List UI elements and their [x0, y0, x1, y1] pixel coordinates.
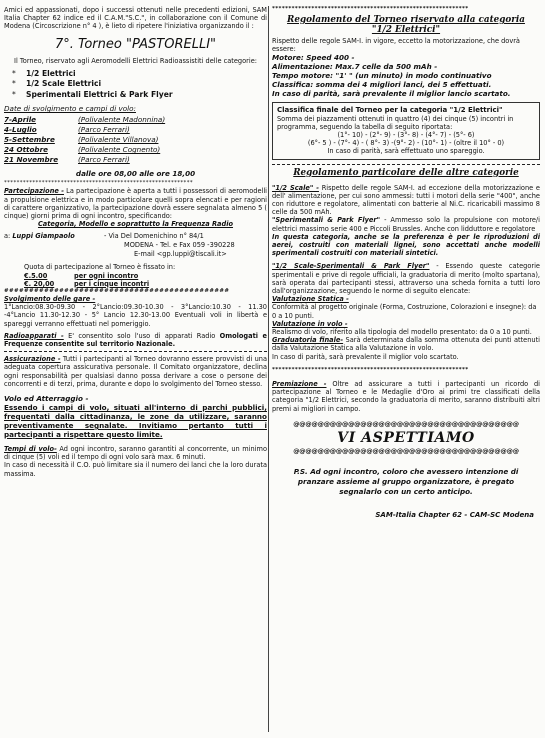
contact-name: Luppi Giampaolo	[12, 232, 75, 241]
table-row: 5-Settembre (Polivalente Villanova)	[4, 135, 159, 145]
column-divider	[268, 6, 269, 732]
table-row: 7-Aprile (Polivalente Madonnina)	[4, 115, 166, 125]
reg-heading: Regolamento del Torneo riservato alla categoria	[287, 15, 525, 25]
quota-item: €.5.00 per ogni incontro	[24, 271, 139, 280]
star-separator: ************************************************************	[272, 6, 469, 12]
quota-item: €. 20,00 per i cinque incontri	[24, 279, 150, 288]
partecipazione-requirements: Categoria, Modello e soprattutto la Frequenza Radio	[37, 220, 234, 229]
at-separator: @@@@@@@@@@@@@@@@@@@@@@@@@@@@@@@@@@@@@	[293, 447, 519, 455]
tempi-paragraph: Tempi di volo- Ad ogni incontro, saranno garantiti al concorrente, un minimo di cinque (5) voli ed il tempo di ogni volo sarà max. 6 minuti.	[4, 444, 267, 462]
valvolo-text: Realismo di volo, riferito alla tipologia del modello presentato: da 0 a 10 punti.	[272, 328, 532, 337]
vi-aspettiamo: VI ASPETTIAMO	[337, 429, 475, 446]
table-row: 4-Luglio (Parco Ferrari)	[4, 125, 130, 135]
scalesp-paragraph: "1/2 Scale-Sperimentali & Park Flyer" - Essendo queste categorie sperimentali e prive di regole ufficiali, la graduatoria di merito (molto spartana), sarà operata dai partecipanti stessi, attraverso una scheda fornita a tutti loro dall'organizzazione, seguendo le norme di seguito elencate:	[272, 262, 540, 296]
park-italic: In questa categoria, anche se la preferenza è per le riproduzioni di aerei, costruiti con materiali lignei, sono accettati anche modelli sperimentali costruiti con materiali sintetici.	[272, 232, 540, 258]
contact-phone: MODENA - Tel. e Fax 059 -390228	[124, 241, 235, 250]
svolgimento-text: 1°Lancio:08.30-09.30 - 2°Lancio:09.30-10.30 - 3°Lancio:10.30 - 11.30 -4°Lancio 11.30-12.30 - 5° Lancio 12.30-13.00 Eventuali voli in libertà e spareggi verranno effettuati nel pomeriggio.	[4, 303, 267, 328]
reg-line: Classifica: somma dei 4 migliori lanci, dei 5 effettuati.	[272, 80, 492, 90]
scale-paragraph: "1/2 Scale" - Rispetto delle regole SAM-I. ad eccezione della motorizzazione e dell' alimentazione, per cui sono ammessi: tutti i motori della serie "400", anche con riduttore e regolatore, alimentati con batterie al Ni.C. ricaricabili massimo 8 celle da 500 mAh.	[272, 183, 540, 217]
radio-paragraph: Radioapparati - E' consentito solo l'uso di apparati Radio Omologati e Frequenze consentite sul territorio Nazionale.	[4, 331, 267, 348]
reg-line: In caso di parità, sarà prevalente il miglior lancio scartato.	[272, 89, 511, 99]
box-row: (6°- 5 ) - (7°- 4) - ( 8°- 3) -(9°- 2) - (10°- 1) - (oltre il 10° - 0)	[307, 139, 505, 148]
box-text: Somma dei piazzamenti ottenuti in quattro (4) dei cinque (5) incontri in programma, seguendo la tabella di seguito riportata:	[277, 114, 514, 131]
signature: SAM-Italia Chapter 62 - CAM-SC Modena	[375, 510, 534, 519]
svolgimento-heading: Svolgimento delle gare -	[4, 294, 96, 303]
category-item: * 1/2 Scale Elettrici	[12, 79, 102, 89]
dashed-separator	[4, 351, 267, 352]
valvolo-heading: Valutazione in volo -	[272, 319, 348, 328]
box-tie: In caso di parità, sarà effettuato uno spareggio.	[327, 147, 485, 156]
category-item: * Sperimentali Elettrici & Park Flyer	[12, 89, 173, 99]
tournament-title: 7°. Torneo "PASTORELLI"	[54, 36, 217, 52]
dates-table	[4, 115, 165, 165]
at-separator: @@@@@@@@@@@@@@@@@@@@@@@@@@@@@@@@@@@@@	[293, 420, 519, 428]
valstat-text: Conformità al progetto originale (Forma, Costruzione, Colorazioni e insegne): da 0 a 10 punti.	[272, 303, 537, 320]
reg-line: Motore: Speed 400 -	[272, 53, 355, 63]
contact-email: E-mail <gp.luppi@tiscali.it>	[134, 250, 227, 259]
grad-paragraph: Graduatoria finale- Sarà determinata dalla somma ottenuta dei punti attenuti dalla Valutazione Statica alla Valutazione in volo.	[272, 336, 541, 353]
park-paragraph: "Sperimentali & Park Flyer" - Ammesso solo la propulsione con motore/i elettrici massimo serie 400 e Piccoli Brussles. Anche con lidduttore e regolatore	[272, 216, 540, 233]
hash-separator: #############################################	[4, 287, 230, 294]
dates-heading: Date di svolgimento e campi di volo:	[4, 104, 136, 114]
left-column	[4, 6, 267, 478]
dashed-separator	[272, 164, 540, 165]
quota-text: Quota di partecipazione al Torneo è fissato in:	[24, 263, 176, 272]
contact-block: a: Luppi Giampaolo - Via Del Domenichino n° 84/1 MODENA - Tel. e Fax 059 -390228 E-mail <gp.luppi@tiscali.it>	[4, 232, 235, 259]
volo-text: Essendo i campi di volo, situati all'interno di parchi pubblici, frequentati dalla cittadinanza, le zone da utilizzare, saranno preventivamente segnalate. Invitiamo pertanto tutti i partecipanti a rispettare questo limite.	[4, 402, 267, 439]
premiazione-paragraph: Premiazione - Oltre ad assicurare a tutti i partecipanti un ricordo di partecipazione al Torneo e le Medaglie d'Oro ai primi tre classificati della categoria "1/2 Elettrici, secondo la graduatoria di merito, saranno distribuiti altri premi ai migliori in campo.	[272, 379, 541, 413]
volo-heading: Volo ed Atterraggio -	[4, 393, 89, 403]
category-item: * 1/2 Elettrici	[12, 68, 76, 78]
table-row: 21 Novembre (Parco Ferrari)	[4, 155, 130, 165]
tournament-subtitle: Il Torneo, riservato agli Aeromodelli Elettrici Radioassistiti delle categorie:	[14, 56, 257, 65]
partecipazione-paragraph: Partecipazione - La partecipazione è aperta a tutti i possessori di aeromodelli a propulsione elettrica e in modo particolare quelli sopra elencati e per ragioni di carattere organizzativo, la partecipazione dovrà essere segnalata almeno 5 ( cinque) giorni prima di ogni incontro, specificando:	[4, 187, 268, 220]
valstat-heading: Valutazione Statica -	[272, 295, 349, 304]
tempi-note: In caso di necessità il C.O. può limitare sia il numero dei lanci che la loro durata massima.	[4, 461, 267, 478]
contact-address: - Via Del Domenichino n° 84/1	[104, 232, 204, 241]
right-column	[272, 6, 540, 519]
assicurazione-paragraph: Assicurazione - Tutti i partecipanti al Torneo dovranno essere provvisti di una adeguata copertura assicurativa personale. Il Comitato organizzatore, declina ogni responsabilità per qualsiasi danno possa derivare a cose o persone dei concorrenti e di terzi, prima, durante e dopo lo svolgimento del Torneo stesso.	[4, 355, 267, 388]
ps-note: P.S. Ad ogni incontro, coloro che avessero intenzione di pranzare assieme al gruppo organizzatore, è pregato segnalarlo con un certo anticipo.	[293, 466, 519, 496]
box-heading: Classifica finale del Torneo per la categoria "1/2 Elettrici"	[277, 106, 503, 115]
grad-tie: In caso di parità, sarà prevalente il miglior volo scartato.	[272, 352, 459, 361]
intro-paragraph: Amici ed appassionati, dopo i successi ottenuti nelle precedenti edizioni, SAM Italia Chapter 62 indice ed il C.A.M."S.C.", in collaborazione con il Comune di Modena (Circoscrizione n° 4 ), è lieto di ripetere l'iniziativa organizzando il :	[4, 6, 267, 31]
reg-category: "1/2 Elettrici"	[371, 25, 441, 35]
classifica-box	[272, 102, 540, 159]
star-separator: ************************************************************	[4, 180, 193, 187]
category-list	[12, 69, 267, 101]
table-row: 24 Ottobre (Polivalente Cognento)	[4, 145, 161, 155]
box-row: (1°- 10) - (2°- 9) - (3°- 8) - (4°- 7) - (5°- 6)	[337, 131, 475, 140]
star-separator: ************************************************************	[272, 366, 469, 373]
reg-intro: Rispetto delle regole SAM-I. in vigore, eccetto la motorizzazione, che dovrà essere:	[272, 37, 520, 54]
reg-line: Alimentazione: Max.7 celle da 500 mAh -	[272, 62, 438, 72]
other-heading: Regolamento particolare delle altre categorie	[293, 167, 519, 178]
reg-line: Tempo motore: "1' " (un minuto) in modo continuativo	[272, 71, 492, 81]
hours-line: dalle ore 08,00 alle ore 18,00	[75, 169, 196, 179]
